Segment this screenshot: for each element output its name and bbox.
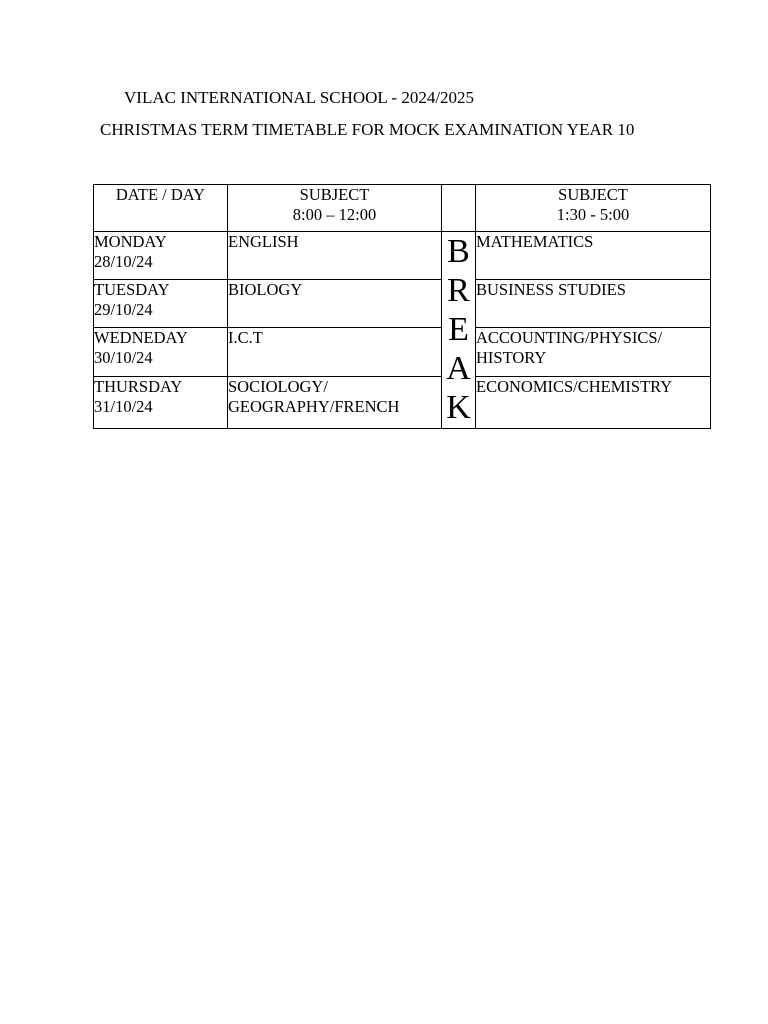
afternoon-subject: MATHEMATICS (476, 232, 594, 251)
day-name: TUESDAY (94, 280, 170, 299)
day-date: 30/10/24 (94, 348, 153, 367)
day-cell (94, 232, 228, 280)
morning-subject: SOCIOLOGY/ (228, 377, 328, 396)
morning-subject-cell (228, 280, 442, 328)
break-letter: A (446, 350, 471, 387)
day-date: 28/10/24 (94, 252, 153, 271)
header-afternoon-subject (476, 185, 711, 232)
day-cell (94, 328, 228, 377)
afternoon-subject: BUSINESS STUDIES (476, 280, 626, 299)
break-column (442, 232, 476, 429)
morning-subject: ENGLISH (228, 232, 299, 251)
table-row (94, 280, 711, 328)
afternoon-subject-cell (476, 377, 711, 429)
break-letter: E (448, 311, 469, 348)
afternoon-subject-cell (476, 328, 711, 377)
morning-subject-cell (228, 377, 442, 429)
header-row (94, 185, 711, 232)
afternoon-subject-line2: HISTORY (476, 348, 547, 367)
day-cell (94, 377, 228, 429)
morning-subject-line2: GEOGRAPHY/FRENCH (228, 397, 400, 416)
school-title: VILAC INTERNATIONAL SCHOOL - 2024/2025 (124, 88, 475, 107)
afternoon-subject-cell (476, 232, 711, 280)
day-date: 31/10/24 (94, 397, 153, 416)
morning-subject: I.C.T (228, 328, 263, 347)
table-row (94, 328, 711, 377)
afternoon-subject: ECONOMICS/CHEMISTRY (476, 377, 673, 396)
afternoon-subject: ACCOUNTING/PHYSICS/ (476, 328, 663, 347)
table-row (94, 232, 711, 280)
morning-subject-cell (228, 232, 442, 280)
break-letter: B (447, 233, 470, 270)
header-date-day-label: DATE / DAY (115, 185, 206, 204)
table-row (94, 377, 711, 429)
break-letter: R (447, 272, 470, 309)
day-name: WEDNEDAY (94, 328, 188, 347)
header-break-spacer (442, 185, 476, 232)
header-date-day (94, 185, 228, 232)
timetable-title: CHRISTMAS TERM TIMETABLE FOR MOCK EXAMINATION YEAR 10 (100, 120, 635, 139)
header-afternoon-subject-label: SUBJECT (558, 185, 628, 204)
exam-timetable (93, 184, 711, 429)
day-name: THURSDAY (94, 377, 183, 396)
afternoon-subject-cell (476, 280, 711, 328)
header-morning-time: 8:00 – 12:00 (292, 205, 377, 224)
header-morning-subject-label: SUBJECT (299, 185, 370, 204)
header-afternoon-time: 1:30 - 5:00 (556, 205, 630, 224)
day-cell (94, 280, 228, 328)
morning-subject: BIOLOGY (228, 280, 303, 299)
header-morning-subject (228, 185, 442, 232)
break-letter: K (446, 389, 471, 426)
morning-subject-cell (228, 328, 442, 377)
day-name: MONDAY (94, 232, 167, 251)
day-date: 29/10/24 (94, 300, 153, 319)
